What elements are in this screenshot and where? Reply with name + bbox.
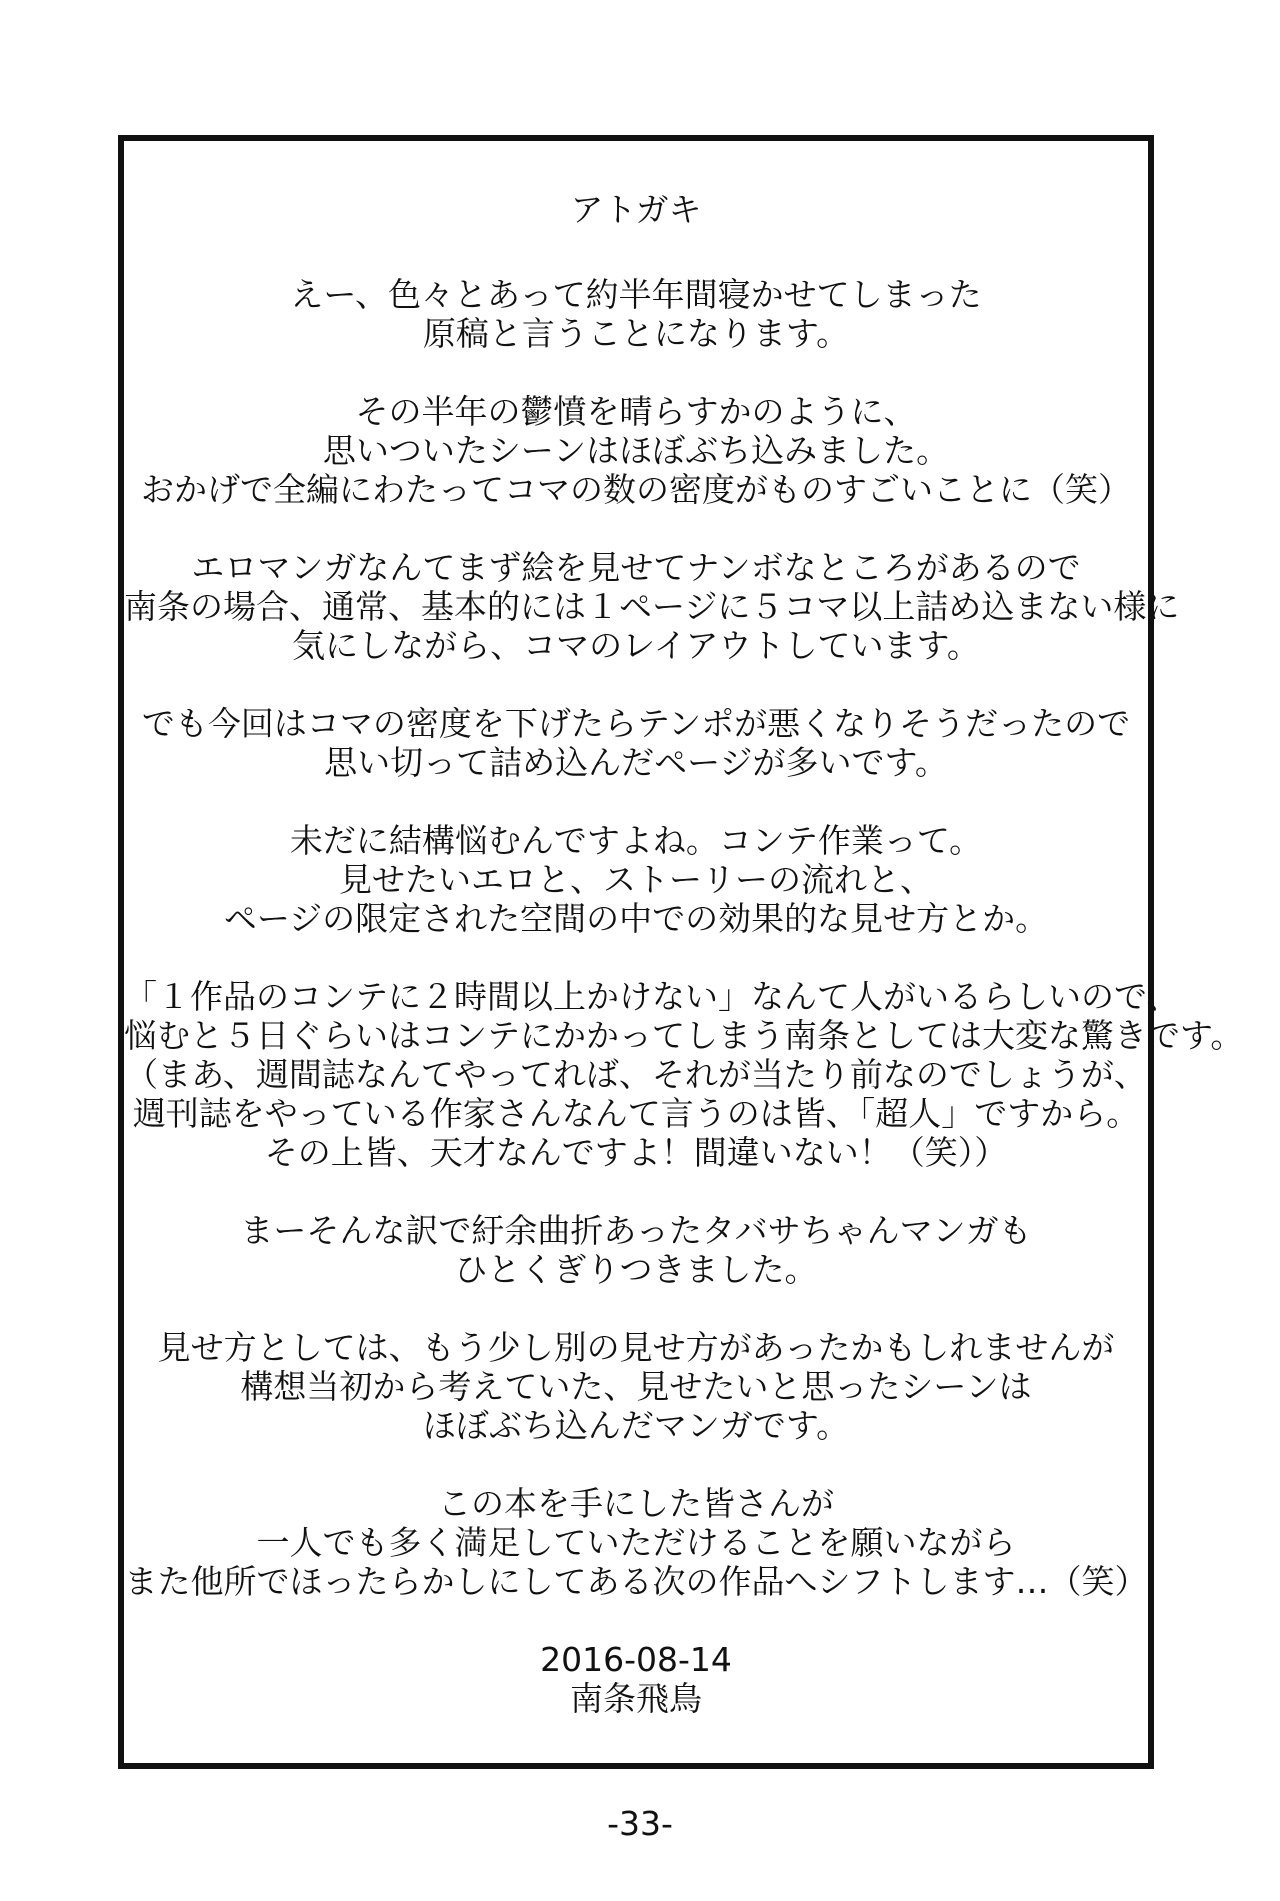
text-line: ページの限定された空間の中での効果的な見せ方とか。 (223, 899, 1049, 938)
date: 2016-08-14 (540, 1640, 732, 1679)
text-line: 構想当初から考えていた、見せたいと思ったシーンは (240, 1367, 1032, 1406)
paragraph-5 (124, 821, 1148, 938)
text-line: エロマンガなんてまず絵を見せてナンボなところがあるので (191, 548, 1081, 587)
paragraph-2 (124, 392, 1148, 509)
text-line: 未だに結構悩むんですよね。コンテ作業って。 (289, 821, 983, 860)
author-name: 南条飛鳥 (570, 1679, 702, 1718)
text-line: ひとくぎりつきました。 (454, 1250, 818, 1289)
text-line: 見せ方としては、もう少し別の見せ方があったかもしれませんが (157, 1328, 1115, 1367)
afterword-content (124, 190, 1244, 1718)
text-line: この本を手にした皆さんが (438, 1484, 834, 1523)
paragraph-7 (124, 1211, 1148, 1289)
text-line: （まあ、週間誌なんてやってれば、それが当たり前なのでしょうが、 (125, 1055, 1147, 1094)
afterword-title: アトガキ (570, 190, 702, 229)
signature-block (124, 1640, 1148, 1718)
paragraph-9 (124, 1484, 1148, 1601)
paragraph-3 (124, 548, 1180, 665)
paragraph-4 (124, 704, 1148, 782)
text-line: 思いついたシーンはほぼぶち込みました。 (322, 431, 950, 470)
text-line: まーそんな訳で紆余曲折あったタバサちゃんマンガも (240, 1211, 1032, 1250)
text-line: おかげで全編にわたってコマの数の密度がものすごいことに（笑） (141, 470, 1131, 509)
text-line: 悩むと５日ぐらいはコンテにかかってしまう南条としては大変な驚きです。 (124, 1016, 1244, 1055)
text-line: 見せたいエロと、ストーリーの流れと、 (339, 860, 933, 899)
paragraph-1 (124, 275, 1148, 353)
paragraph-8 (124, 1328, 1148, 1445)
text-line: 気にしながら、コマのレイアウトしています。 (292, 626, 980, 665)
text-line: その半年の鬱憤を晴らすかのように、 (355, 392, 917, 431)
text-line: その上皆、天才なんですよ！間違いない！（笑）） (264, 1133, 1008, 1172)
page-number: -33- (607, 1804, 673, 1843)
text-line: 思い切って詰め込んだページが多いです。 (324, 743, 948, 782)
text-line: 週刊誌をやっている作家さんなんて言うのは皆、「超人」ですから。 (132, 1094, 1140, 1133)
text-line: ほぼぶち込んだマンガです。 (422, 1406, 850, 1445)
text-line: また他所でほったらかしにしてある次の作品へシフトします…（笑） (124, 1562, 1148, 1601)
paragraph-6 (124, 977, 1244, 1172)
text-line: えー、色々とあって約半年間寝かせてしまった (290, 275, 982, 314)
text-line: 一人でも多く満足していただけることを願いながら (256, 1523, 1016, 1562)
text-line: でも今回はコマの密度を下げたらテンポが悪くなりそうだったので (141, 704, 1131, 743)
text-line: 南条の場合、通常、基本的には１ページに５コマ以上詰め込まない様に (124, 587, 1180, 626)
text-line: 原稿と言うことになります。 (422, 314, 850, 353)
text-line: 「１作品のコンテに２時間以上かけない」なんて人がいるらしいので、 (124, 977, 1180, 1016)
